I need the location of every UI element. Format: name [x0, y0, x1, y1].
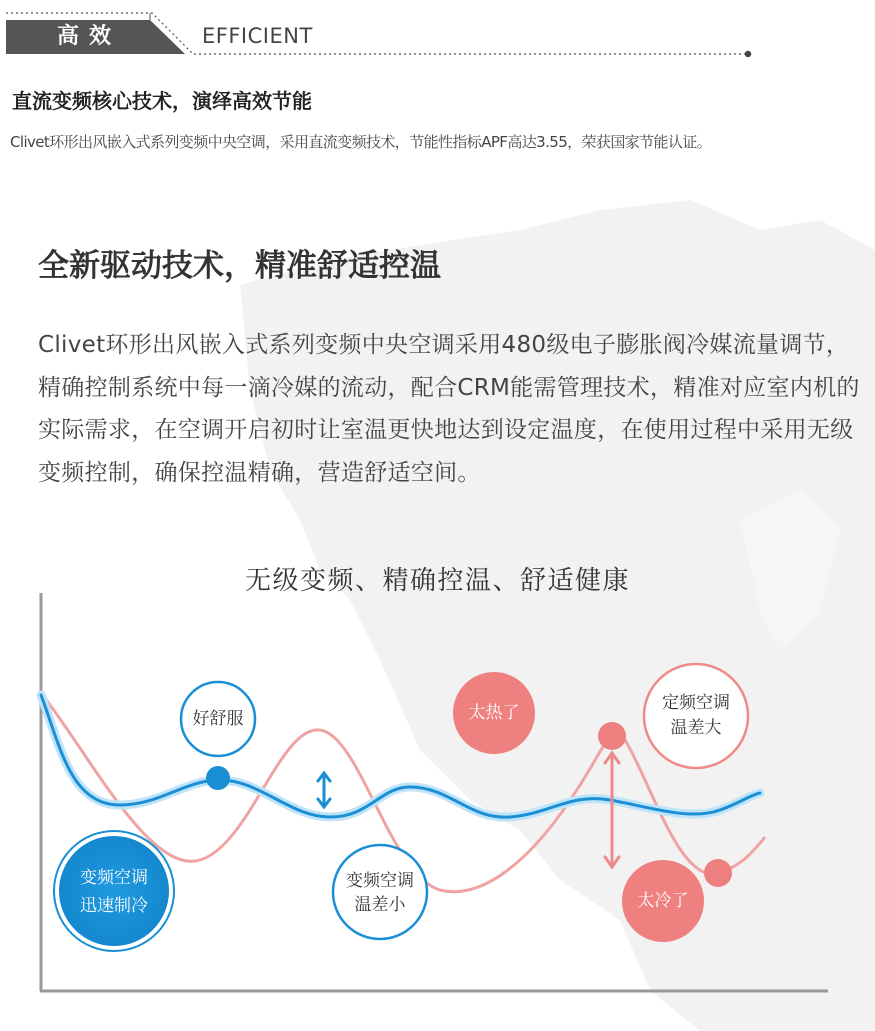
fixed-freq-label-line2: 温差大 — [670, 718, 722, 738]
curve-graphic — [0, 555, 875, 1031]
too-cold-label: 太冷了 — [637, 891, 689, 911]
section-title: 全新驱动技术，精准舒适控温 — [38, 248, 441, 284]
small-diff-label-line1: 变频空调 — [346, 871, 414, 891]
temperature-curve-diagram — [0, 555, 875, 1031]
headline: 直流变频核心技术，演绎高效节能 — [12, 89, 312, 113]
peak-marker — [598, 722, 626, 750]
fast-cooling-label-line1: 变频空调 — [80, 868, 148, 888]
tag-label: 高效 — [56, 24, 121, 49]
tag-label-en: EFFICIENT — [202, 24, 313, 48]
section-body: Clivet环形出风嵌入式系列变频中央空调采用480级电子膨胀阀冷媒流量调节，精确控制系统中每一滴冷媒的流动，配合CRM能需管理技术，精准对应室内机的实际需求，在空调开启初时让室温更快地达到设定温度，在使用过程中采用无级变频控制，确保控温精确，营造舒适空间。 — [38, 332, 860, 486]
small-diff-arrow — [318, 773, 330, 807]
fixed-freq-label-line1: 定频空调 — [662, 693, 730, 713]
large-diff-arrow — [605, 753, 619, 867]
trough-marker — [704, 859, 732, 887]
diagram-title: 无级变频、精确控温、舒适健康 — [244, 566, 630, 596]
subline: Clivet环形出风嵌入式系列变频中央空调，采用直流变频技术，节能性指标APF高达3.55，荣获国家节能认证。 — [10, 133, 712, 151]
fast-cooling-label-line2: 迅速制冷 — [80, 896, 148, 916]
comfort-marker — [206, 766, 230, 790]
small-diff-label-line2: 温差小 — [354, 895, 406, 915]
fast-cooling-bubble — [59, 836, 169, 946]
too-hot-label: 太热了 — [468, 703, 520, 723]
section-tag-header — [0, 0, 875, 64]
comfortable-label: 好舒服 — [192, 709, 244, 729]
